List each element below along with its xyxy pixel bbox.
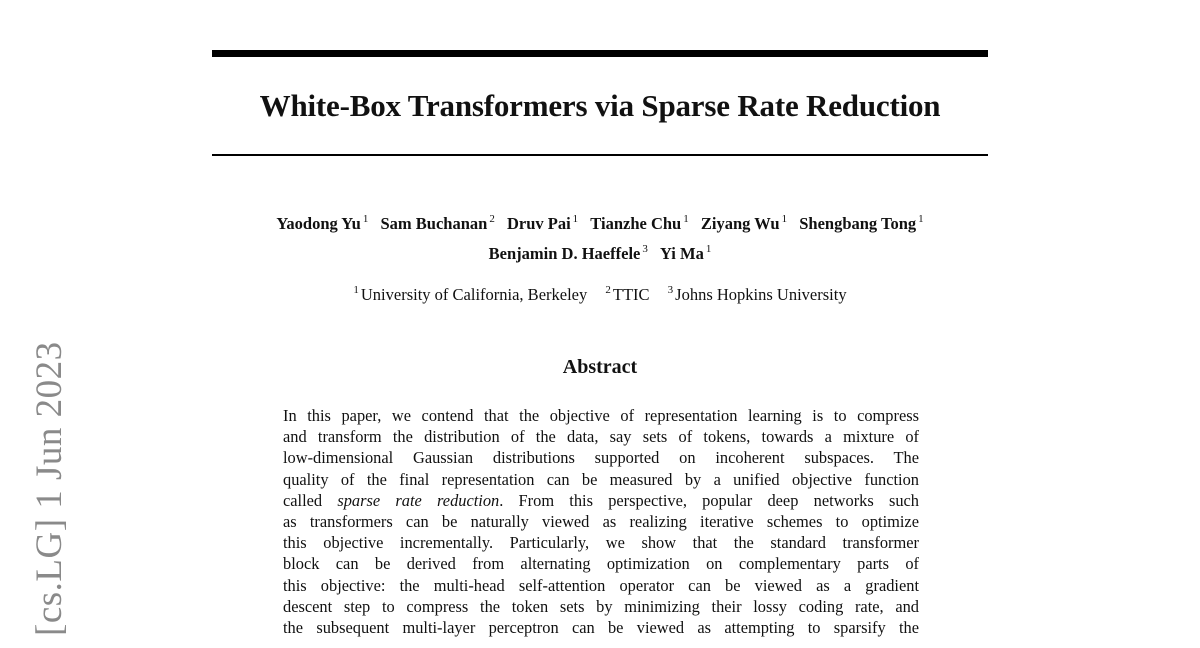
abstract-body <box>283 405 919 638</box>
author-affiliation-mark: 1 <box>683 213 689 225</box>
abstract-line: this objective incrementally. Particularly, we show that the standard transformer <box>283 533 919 553</box>
abstract-heading: Abstract <box>562 356 638 378</box>
author-name: Tianzhe Chu <box>590 214 682 233</box>
affiliation-list <box>150 284 1050 306</box>
abstract-line: low-dimensional Gaussian distributions supported on incoherent subspaces. The <box>283 448 919 468</box>
author-affiliation-mark: 2 <box>489 213 495 225</box>
author-affiliation-mark: 1 <box>362 213 369 225</box>
author <box>660 239 711 269</box>
abstract-line: as transformers can be naturally viewed as realizing iterative schemes to optimize <box>283 511 919 531</box>
abstract-line: descent step to compress the token sets by minimizing their lossy coding rate, and <box>283 596 919 616</box>
author <box>489 239 648 269</box>
title-bottom-rule <box>212 154 988 156</box>
author <box>701 209 787 239</box>
affiliation-name: TTIC <box>612 285 650 304</box>
arxiv-side-stamp: [cs.LG] 1 Jun 2023 <box>29 341 70 636</box>
abstract-line: quality of the final representation can be measured by a unified objective function <box>283 469 919 489</box>
abstract-line: called sparse rate reduction. From this perspective, popular deep networks such <box>283 490 919 510</box>
author <box>799 209 923 239</box>
author-line-1 <box>150 209 1050 239</box>
author-name: Ziyang Wu <box>700 214 780 233</box>
affiliation-mark: 3 <box>667 284 674 296</box>
author-name: Yaodong Yu <box>276 214 361 233</box>
author-affiliation-mark: 1 <box>918 213 924 225</box>
author-name: Sam Buchanan <box>380 214 488 233</box>
author-line-2 <box>150 239 1050 269</box>
affiliation <box>605 284 649 306</box>
author-name: Druv Pai <box>506 214 571 233</box>
author <box>507 209 578 239</box>
abstract-line: In this paper, we contend that the objective of representation learning is to compress <box>283 406 919 425</box>
affiliation-name: Johns Hopkins University <box>675 285 847 304</box>
title-top-rule <box>212 50 988 57</box>
author-affiliation-mark: 3 <box>642 243 648 255</box>
author-name: Yi Ma <box>659 244 704 263</box>
affiliation-mark: 2 <box>605 284 611 296</box>
abstract-line: block can be derived from alternating optimization on complementary parts of <box>283 554 919 574</box>
author <box>276 209 368 239</box>
emphasized-term: sparse rate reduction <box>337 490 500 510</box>
author-affiliation-mark: 1 <box>572 213 579 225</box>
author <box>380 209 494 239</box>
abstract-line: this objective: the multi-head self-attention operator can be viewed as a gradient <box>283 575 919 595</box>
affiliation-mark: 1 <box>353 284 359 296</box>
abstract-line: the subsequent multi-layer perceptron can be viewed as attempting to sparsify the <box>283 617 919 637</box>
author-affiliation-mark: 1 <box>705 243 712 255</box>
paper-title: White-Box Transformers via Sparse Rate Reduction <box>259 88 941 123</box>
author-list <box>150 209 1050 269</box>
affiliation <box>668 284 847 306</box>
author-name: Benjamin D. Haeffele <box>488 244 641 263</box>
author <box>590 209 688 239</box>
abstract-line: and transform the distribution of the data, say sets of tokens, towards a mixture of <box>283 427 919 447</box>
author-affiliation-mark: 1 <box>781 213 788 225</box>
author-name: Shengbang Tong <box>799 214 917 233</box>
affiliation <box>353 284 587 306</box>
affiliation-name: University of California, Berkeley <box>360 285 588 304</box>
